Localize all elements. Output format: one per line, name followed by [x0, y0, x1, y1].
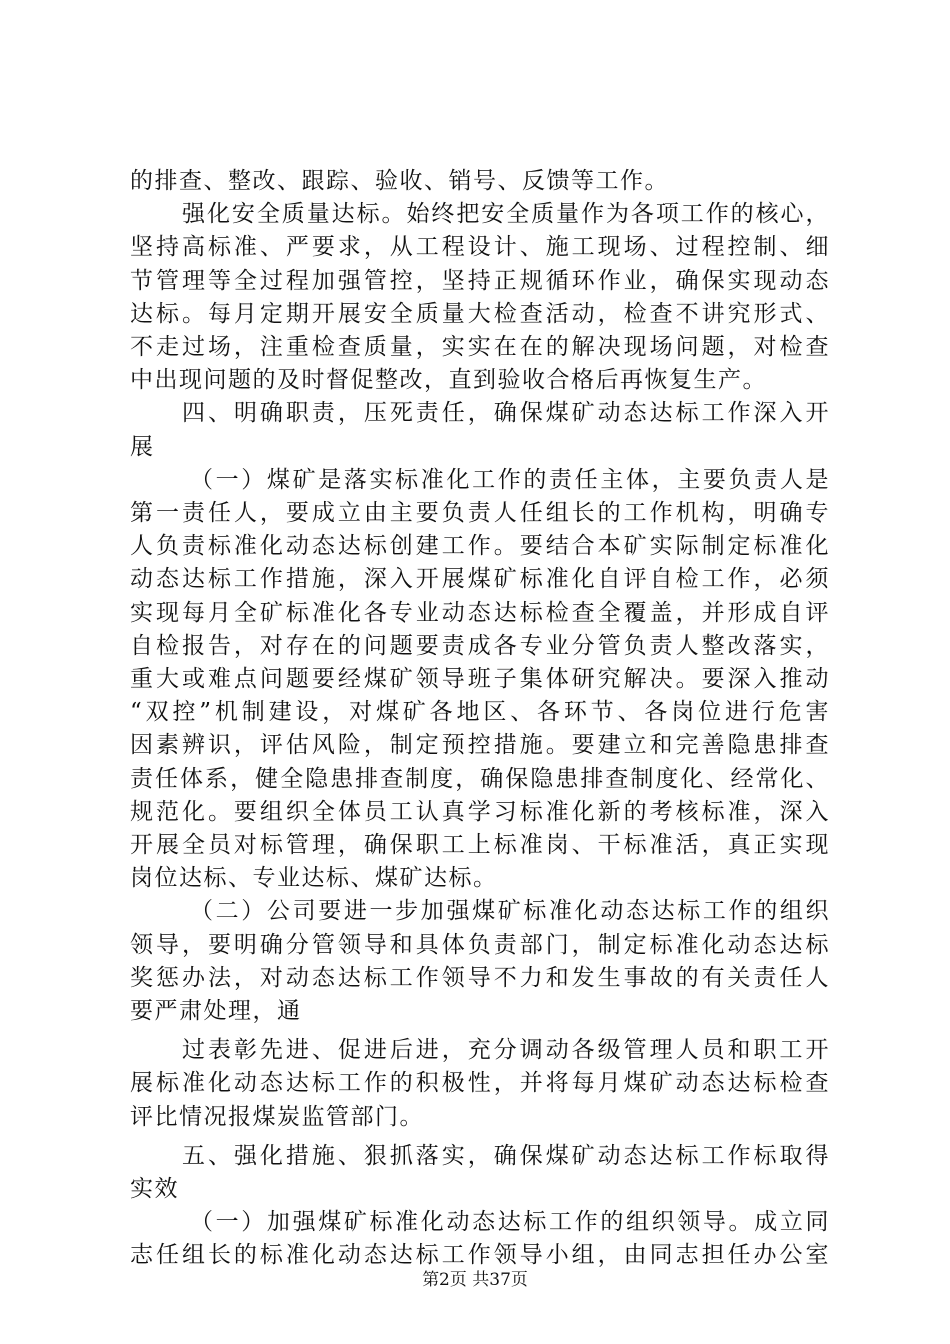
- subsection-line: （二）公司要进一步加强煤矿标准化动态达标工作的组织: [190, 898, 830, 924]
- text-line: 中出现问题的及时督促整改，直到验收合格后再恢复生产。: [130, 367, 767, 393]
- section-heading-line: 五、强化措施、狠抓落实，确保煤矿动态达标工作标取得: [182, 1143, 830, 1169]
- paragraph-heading-line: 强化安全质量达标。始终把安全质量作为各项工作的核心，: [182, 201, 830, 227]
- text-line: 的排查、整改、跟踪、验收、销号、反馈等工作。: [130, 168, 669, 194]
- section-heading-line: 实效: [130, 1176, 179, 1202]
- subsection-line: （一）加强煤矿标准化动态达标工作的组织领导。成立同: [190, 1209, 830, 1235]
- text-line: 要严肃处理，通: [130, 998, 302, 1024]
- paragraph-line: 过表彰先进、促进后进，充分调动各级管理人员和职工开: [182, 1037, 830, 1063]
- text-line: 奖惩办法，对动态达标工作领导不力和发生事故的有关责任人: [130, 965, 830, 991]
- text-line: 规范化。要组织全体员工认真学习标准化新的考核标准，深入: [130, 799, 830, 825]
- page-number-footer: 第2页 共37页: [422, 1270, 528, 1290]
- text-line: 评比情况报煤炭监管部门。: [130, 1104, 424, 1130]
- text-line: 领导，要明确分管领导和具体负责部门，制定标准化动态达标: [130, 932, 830, 958]
- subsection-line: （一）煤矿是落实标准化工作的责任主体，主要负责人是: [190, 467, 830, 493]
- text-line: 志任组长的标准化动态达标工作领导小组，由同志担任办公室: [130, 1242, 830, 1268]
- text-line: 自检报告，对存在的问题要责成各专业分管负责人整改落实，: [130, 633, 830, 659]
- section-heading-line: 四、明确职责，压死责任，确保煤矿动态达标工作深入开: [182, 400, 830, 426]
- text-line: 因素辨识，评估风险，制定预控措施。要建立和完善隐患排查: [130, 732, 830, 758]
- text-line: 责任体系，健全隐患排查制度，确保隐患排查制度化、经常化、: [130, 766, 830, 792]
- text-line: 重大或难点问题要经煤矿领导班子集体研究解决。要深入推动: [130, 666, 830, 692]
- section-heading-line: 展: [130, 434, 155, 460]
- text-line: 实现每月全矿标准化各专业动态达标检查全覆盖，并形成自评: [130, 600, 830, 626]
- text-line: 达标。每月定期开展安全质量大检查活动，检查不讲究形式、: [130, 301, 830, 327]
- text-line: 开展全员对标管理，确保职工上标准岗、干标准活，真正实现: [130, 832, 830, 858]
- text-line: 坚持高标准、严要求，从工程设计、施工现场、过程控制、细: [130, 234, 830, 260]
- text-line: “双控”机制建设，对煤矿各地区、各环节、各岗位进行危害: [130, 699, 830, 725]
- text-line: 第一责任人，要成立由主要负责人任组长的工作机构，明确专: [130, 500, 830, 526]
- text-line: 人负责标准化动态达标创建工作。要结合本矿实际制定标准化: [130, 533, 830, 559]
- text-line: 节管理等全过程加强管控，坚持正规循环作业，确保实现动态: [130, 268, 830, 294]
- text-line: 展标准化动态达标工作的积极性，并将每月煤矿动态达标检查: [130, 1070, 830, 1096]
- text-line: 岗位达标、专业达标、煤矿达标。: [130, 865, 498, 891]
- text-line: 不走过场，注重检查质量，实实在在的解决现场问题，对检查: [130, 334, 830, 360]
- text-line: 动态达标工作措施，深入开展煤矿标准化自评自检工作，必须: [130, 566, 830, 592]
